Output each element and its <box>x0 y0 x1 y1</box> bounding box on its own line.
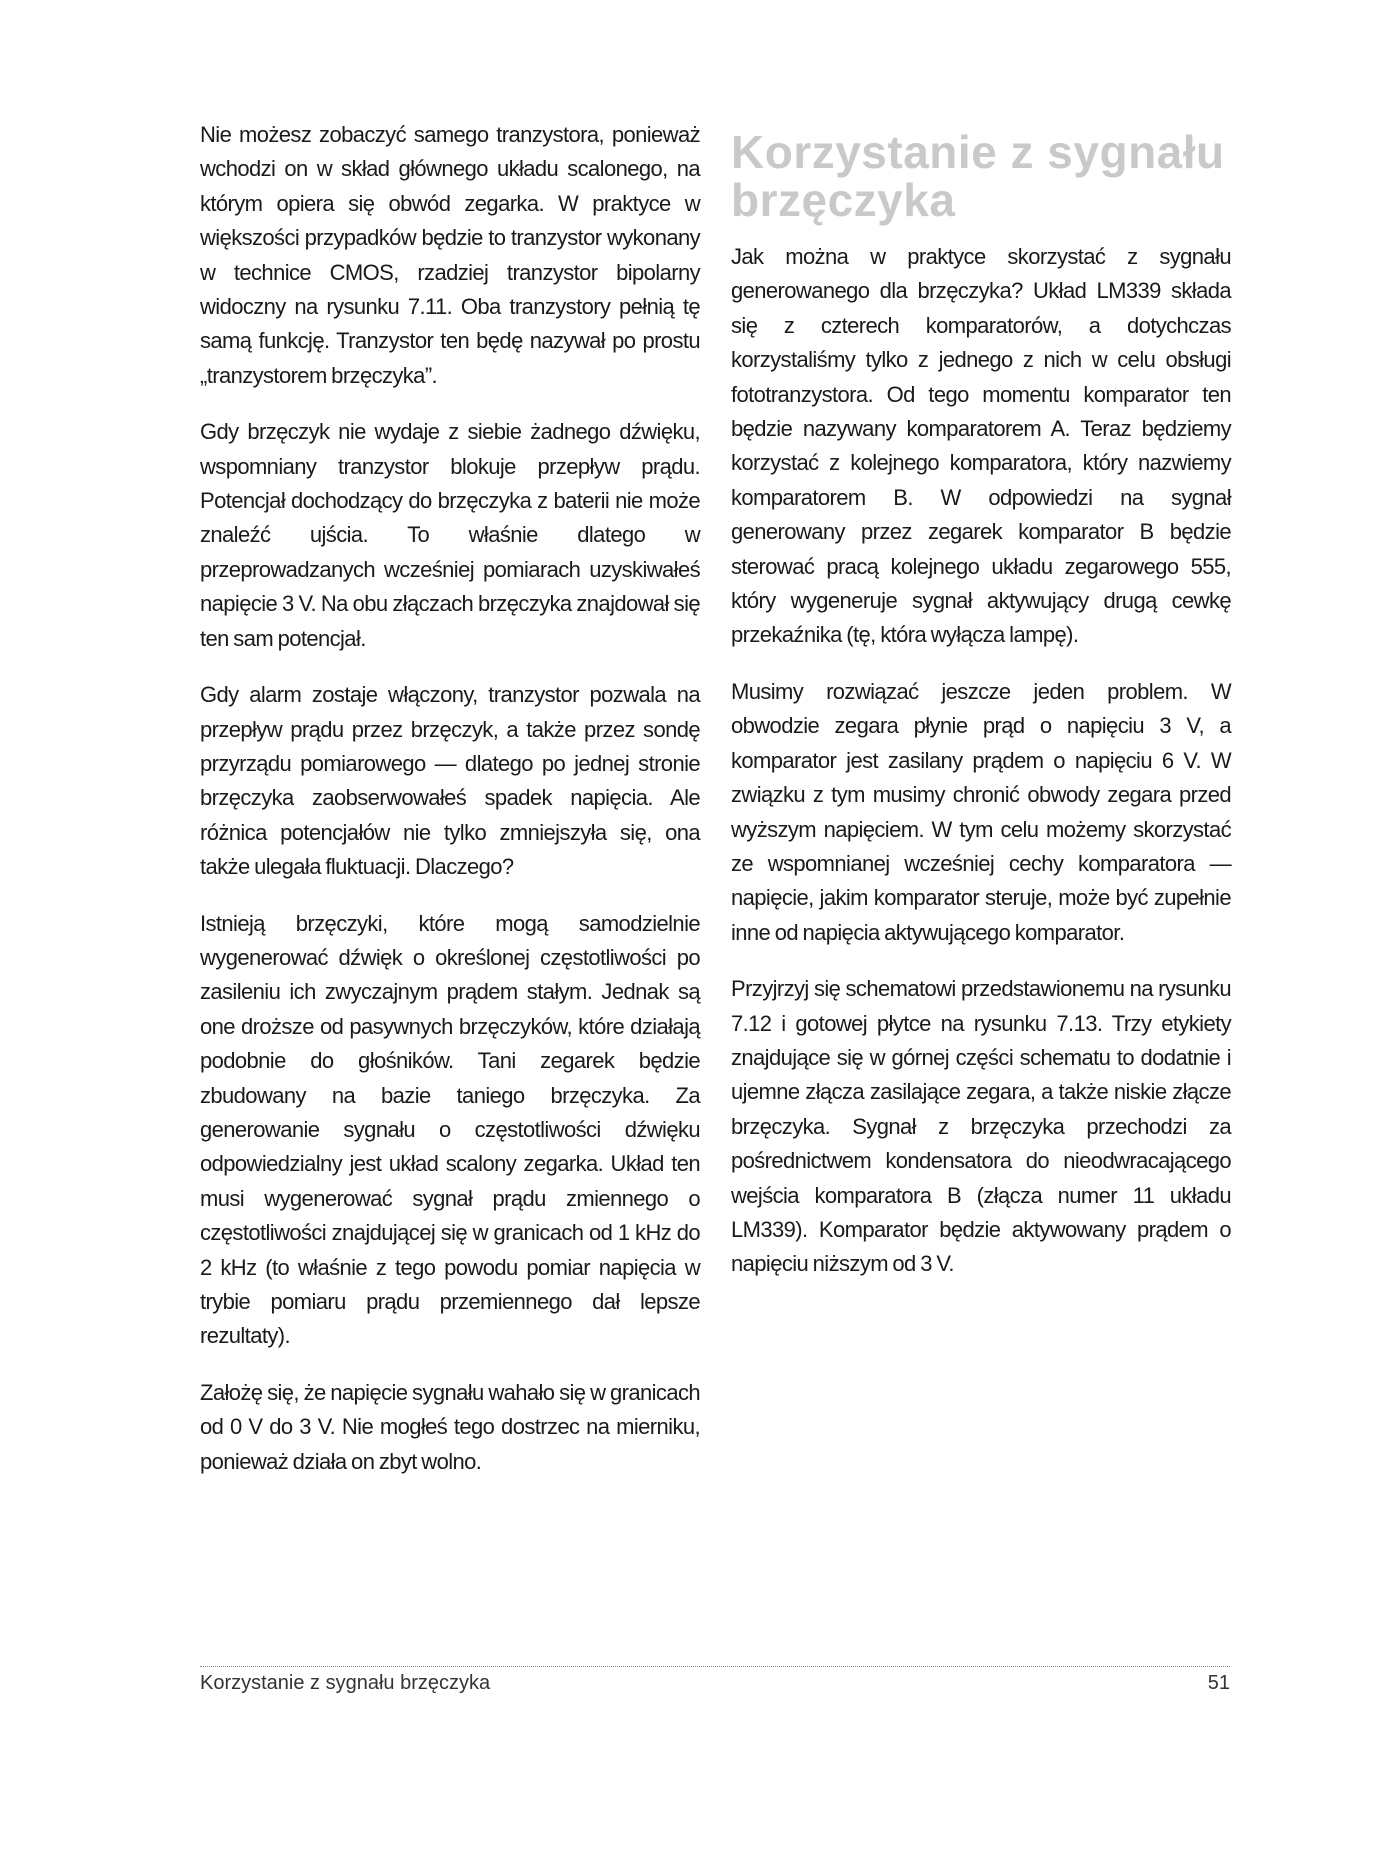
section-heading-line-1: Korzystanie z sygnału <box>731 126 1225 178</box>
page-number: 51 <box>1207 1672 1230 1694</box>
body-paragraph: Przyjrzyj się schematowi przedstawionemu na rysunku 7.12 i gotowej płytce na rysunku 7.13. Trzy etykiety znajdujące się w górnej części schematu to dodatnie i ujemne złącza zasilające zegara, a także niskie złącze brzęczyka. Sygnał z brzęczyka przechodzi za pośrednictwem kondensatora do nieodwracającego wejścia komparatora B (złącza numer 11 układu LM339). Komparator będzie aktywowany prądem o napięciu niższym od 3 V. <box>731 976 1231 1277</box>
left-column <box>200 118 700 1501</box>
right-column <box>731 118 1231 1304</box>
body-paragraph: Gdy brzęczyk nie wydaje z siebie żadnego dźwięku, wspomniany tranzystor blokuje przepływ prądu. Potencjał dochodzący do brzęczyka z baterii nie może znaleźć ujścia. To właśnie dlatego w przeprowadzanych wcześniej pomiarach uzyskiwałeś napięcie 3 V. Na obu złączach brzęczyka znajdował się ten sam potencjał. <box>200 419 700 651</box>
body-paragraph: Założę się, że napięcie sygnału wahało się w granicach od 0 V do 3 V. Nie mogłeś tego dostrzec na mierniku, ponieważ działa on zbyt wolno. <box>200 1379 700 1474</box>
body-paragraph: Istnieją brzęczyki, które mogą samodzielnie wygenerować dźwięk o określonej częstotliwości po zasileniu ich zwyczajnym prądem stałym. Jednak są one droższe od pasywnych brzęczyków, które działają podobnie do głośników. Tani zegarek będzie zbudowany na bazie taniego brzęczyka. Za generowanie sygnału o częstotliwości dźwięku odpowiedzialny jest układ scalony zegarka. Układ ten musi wygenerować sygnał prądu zmiennego o częstotliwości znajdującej się w granicach od 1 kHz do 2 kHz (to właśnie z tego powodu pomiar napięcia w trybie pomiaru prądu przemiennego dał lepsze rezultaty). <box>200 910 700 1349</box>
running-footer-title: Korzystanie z sygnału brzęczyka <box>200 1672 491 1694</box>
body-paragraph: Nie możesz zobaczyć samego tranzystora, ponieważ wchodzi on w skład głównego układu scalonego, na którym opiera się obwód zegarka. W praktyce w większości przypadków będzie to tranzystor wykonany w technice CMOS, rzadziej tranzystor bipolarny widoczny na rysunku 7.11. Oba tranzystory pełnią tę samą funkcję. Tranzystor ten będę nazywał po prostu „tranzystorem brzęczyka”. <box>200 122 700 388</box>
section-heading <box>731 128 1231 224</box>
body-paragraph: Jak można w praktyce skorzystać z sygnału generowanego dla brzęczyka? Układ LM339 składa się z czterech komparatorów, a dotychczas korzystaliśmy tylko z jednego z nich w celu obsługi fototranzystora. Od tego momentu komparator ten będzie nazywany komparatorem A. Teraz będziemy korzystać z kolejnego komparatora, który nazwiemy komparatorem B. W odpowiedzi na sygnał generowany przez zegarek komparator B będzie sterować pracą kolejnego układu zegarowego 555, który wygeneruje sygnał aktywujący drugą cewkę przekaźnika (tę, która wyłącza lampę). <box>731 244 1231 648</box>
section-heading-line-2: brzęczyka <box>731 174 956 226</box>
body-paragraph: Gdy alarm zostaje włączony, tranzystor pozwala na przepływ prądu przez brzęczyk, a także przez sondę przyrządu pomiarowego — dlatego po jednej stronie brzęczyka zaobserwowałeś spadek napięcia. Ale różnica potencjałów nie tylko zmniejszyła się, ona także ulegała fluktuacji. Dlaczego? <box>200 682 700 880</box>
body-paragraph: Musimy rozwiązać jeszcze jeden problem. W obwodzie zegara płynie prąd o napięciu 3 V, a komparator jest zasilany prądem o napięciu 6 V. W związku z tym musimy chronić obwody zegara przed wyższym napięciem. W tym celu możemy skorzystać ze wspomnianej wcześniej cechy komparatora — napięcie, jakim komparator steruje, może być zupełnie inne od napięcia aktywującego komparator. <box>731 678 1231 945</box>
footer-divider <box>200 1666 1230 1667</box>
